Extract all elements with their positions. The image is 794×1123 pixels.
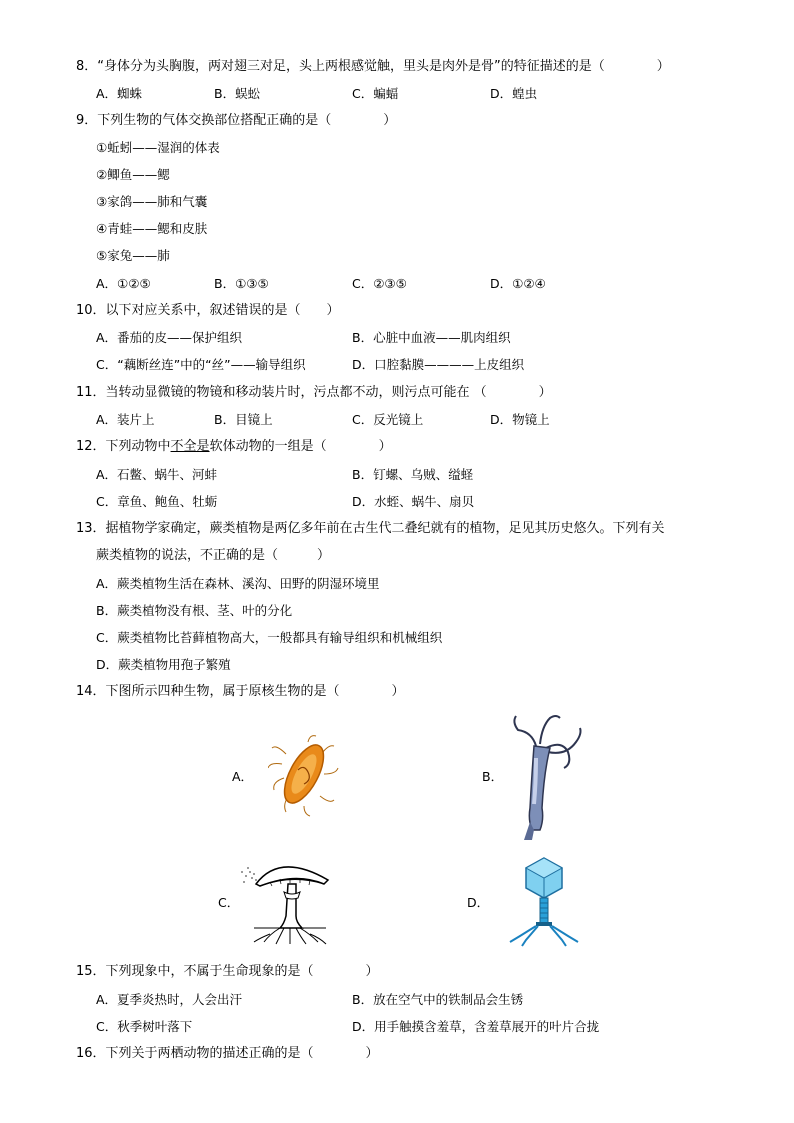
question-11-option-a: A．装片上 bbox=[96, 412, 155, 427]
question-11-option-c: C．反光镜上 bbox=[352, 412, 424, 427]
question-10-option-b: B．心脏中血液——肌肉组织 bbox=[352, 330, 511, 345]
question-13-option-b: B．蕨类植物没有根、茎、叶的分化 bbox=[96, 603, 293, 618]
question-16-stem: 16．下列关于两栖动物的描述正确的是（ ） bbox=[76, 1046, 379, 1061]
question-11-stem: 11．当转动显微镜的物镜和移动装片时，污点都不动，则污点可能在 （ ） bbox=[76, 385, 552, 400]
question-12-option-b: B．钉螺、乌贼、缢蛏 bbox=[352, 467, 474, 482]
question-10-stem: 10．以下对应关系中，叙述错误的是（ ） bbox=[76, 303, 340, 318]
question-9-item-5: ⑤家兔——肺 bbox=[96, 248, 170, 263]
question-12-stem bbox=[76, 439, 392, 455]
question-8-option-d: D．蝗虫 bbox=[490, 86, 538, 101]
question-9-option-a: A．①②⑤ bbox=[96, 276, 151, 291]
question-15-option-a: A．夏季炎热时，人会出汗 bbox=[96, 992, 243, 1007]
hydra-figure bbox=[506, 712, 586, 842]
question-13-stem-line-2: 蕨类植物的说法，不正确的是（ ） bbox=[96, 548, 331, 563]
mushroom-figure bbox=[240, 854, 332, 946]
question-9-item-2: ②鲫鱼——鳃 bbox=[96, 167, 170, 182]
question-9-item-4: ④青蛙——鳃和皮肤 bbox=[96, 221, 208, 236]
question-12-option-d: D．水蛭、蜗牛、扇贝 bbox=[352, 494, 475, 509]
question-14-stem: 14．下图所示四种生物，属于原核生物的是（ ） bbox=[76, 684, 405, 699]
question-9-stem: 9．下列生物的气体交换部位搭配正确的是（ ） bbox=[76, 113, 397, 128]
bacterium-figure bbox=[268, 734, 340, 818]
question-13-option-d: D．蕨类植物用孢子繁殖 bbox=[96, 657, 231, 672]
question-15-option-b: B．放在空气中的铁制品会生锈 bbox=[352, 992, 524, 1007]
question-11-option-d: D．物镜上 bbox=[490, 412, 550, 427]
question-12-option-a: A．石鳖、蜗牛、河蚌 bbox=[96, 467, 218, 482]
question-15-stem: 15．下列现象中，不属于生命现象的是（ ） bbox=[76, 964, 379, 979]
question-12-stem-pre: 12．下列动物中 bbox=[76, 439, 171, 454]
question-15-option-c: C．秋季树叶落下 bbox=[96, 1019, 193, 1034]
question-10-option-d: D．口腔黏膜————上皮组织 bbox=[352, 357, 525, 372]
question-12-stem-post: 软体动物的一组是（ ） bbox=[209, 439, 392, 454]
question-9-option-d: D．①②④ bbox=[490, 276, 546, 291]
question-15-option-d: D．用手触摸含羞草，含羞草展开的叶片合拢 bbox=[352, 1019, 600, 1034]
question-9-option-c: C．②③⑤ bbox=[352, 276, 407, 291]
question-9-option-b: B．①③⑤ bbox=[214, 276, 269, 291]
bacteriophage-figure bbox=[506, 856, 582, 948]
question-14-label-d: D． bbox=[467, 895, 490, 910]
question-10-option-a: A．番茄的皮——保护组织 bbox=[96, 330, 243, 345]
question-8-option-a: A．蜘蛛 bbox=[96, 86, 143, 101]
question-9-item-3: ③家鸽——肺和气囊 bbox=[96, 194, 208, 209]
question-8-stem: 8．“身体分为头胸腹，两对翅三对足，头上两根感觉触，里头是肉外是骨”的特征描述的是（ ） bbox=[76, 59, 670, 74]
question-8-option-c: C．蝙蝠 bbox=[352, 86, 399, 101]
question-8-option-b: B．蜈蚣 bbox=[214, 86, 261, 101]
question-10-option-c: C．“藕断丝连”中的“丝”——输导组织 bbox=[96, 357, 306, 372]
question-12-stem-underlined: 不全是 bbox=[170, 439, 210, 454]
question-13-stem-line-1: 13．据植物学家确定，蕨类植物是两亿多年前在古生代二叠纪就有的植物，足见其历史悠久。下列有关 bbox=[76, 521, 665, 536]
question-14-label-a: A． bbox=[232, 769, 254, 784]
question-12-option-c: C．章鱼、鲍鱼、牡蛎 bbox=[96, 494, 218, 509]
question-14-label-c: C． bbox=[218, 895, 240, 910]
question-9-item-1: ①蚯蚓——湿润的体表 bbox=[96, 140, 220, 155]
question-11-option-b: B．目镜上 bbox=[214, 412, 273, 427]
question-13-option-c: C．蕨类植物比苔藓植物高大，一般都具有输导组织和机械组织 bbox=[96, 630, 443, 645]
question-14-label-b: B． bbox=[482, 769, 504, 784]
question-13-option-a: A．蕨类植物生活在森林、溪沟、田野的阴湿环境里 bbox=[96, 576, 380, 591]
